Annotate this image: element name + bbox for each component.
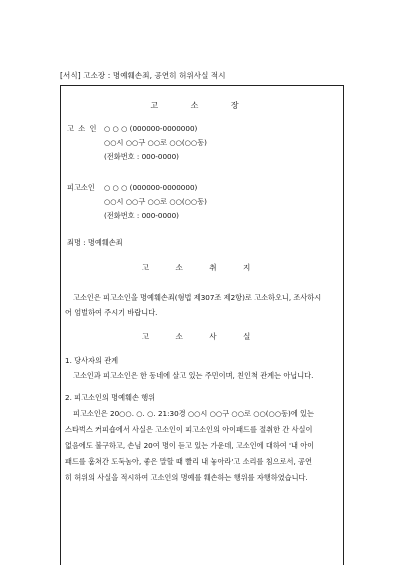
purpose-line: 고소인은 피고소인을 명예훼손죄(형법 제307조 제2항)로 고소하오니, 조사하시 (73, 293, 322, 302)
defendant-name-line: ○ ○ ○ (000000-0000000) (104, 183, 198, 192)
form-header-label: [서식] 고소장 : 명예훼손죄, 공연히 허위사실 적시 (60, 71, 226, 80)
complainant-address: ○○시 ○○구 ○○로 ○○(○○동) (104, 138, 207, 147)
fact-heading: 2. 피고소인의 명예훼손 행위 (65, 393, 156, 402)
fact-line: 고소인과 피고소인은 한 동네에 살고 있는 주민이며, 친인척 관계는 아닙니다. (73, 371, 314, 380)
fact-line: 스타벅스 커피숍에서 사실은 고소인이 피고소인의 아이패드를 절취한 간 사실이 (65, 425, 313, 434)
fact-line: 없음에도 불구하고, 손님 20여 명이 듣고 있는 가운데, 고소인에 대하여 '내 아이 (65, 441, 315, 450)
defendant-address: ○○시 ○○구 ○○로 ○○(○○동) (104, 197, 207, 206)
fact-heading: 1. 당사자의 관계 (65, 356, 119, 365)
purpose-line: 어 엄벌하여 주시기 바랍니다. (65, 308, 158, 317)
complainant-phone: (전화번호 : 000-0000) (104, 152, 179, 161)
purpose-title: 고 소 취 지 (141, 263, 263, 272)
fact-line: 히 허위의 사실을 적시하여 고소인의 명예를 훼손하는 행위를 자행하였습니다. (65, 473, 308, 482)
fact-line: 피고소인은 20○○. ○. ○. 21:30경 ○○시 ○○구 ○○로 ○○(○○동)에 있는 (73, 409, 314, 418)
fact-line: 패드를 훔쳐간 도둑놈아, 좋은 말할 때 빨리 내 놓아라'고 소리를 침으로서, 공연 (65, 457, 312, 466)
charge-line: 죄명 : 명예훼손죄 (67, 238, 123, 247)
complainant-label: 고 소 인 (67, 124, 98, 133)
defendant-phone: (전화번호 : 000-0000) (104, 211, 179, 220)
document-title: 고 소 장 (150, 101, 254, 110)
facts-title: 고 소 사 실 (141, 332, 263, 341)
complaint-document (60, 85, 344, 565)
defendant-label: 피고소인 (67, 183, 95, 192)
complainant-name-line: ○ ○ ○ (000000-0000000) (104, 124, 198, 133)
